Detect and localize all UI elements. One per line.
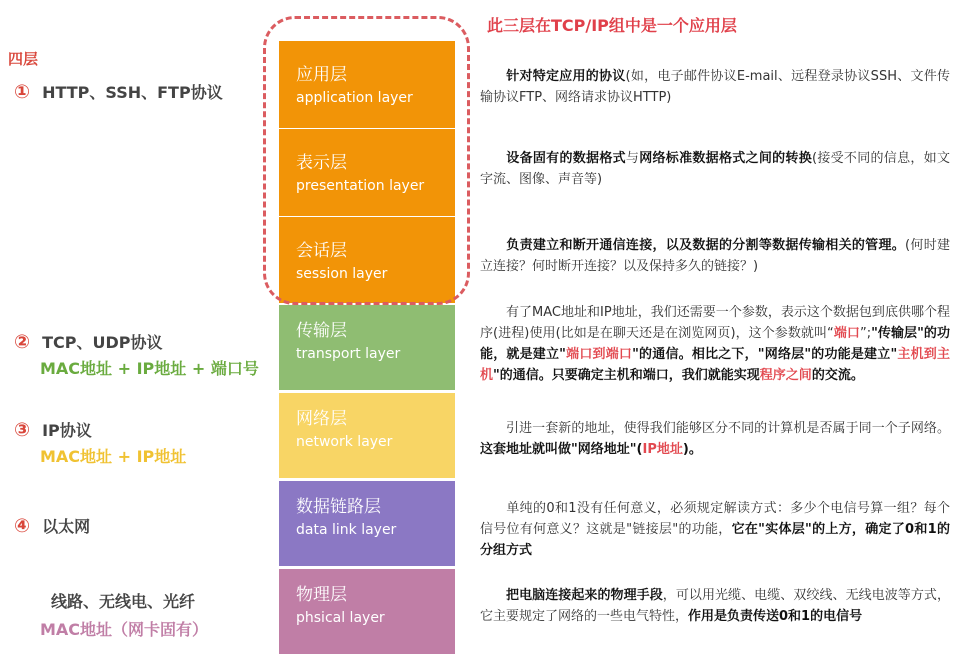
- layer-name-cn: 传输层: [296, 321, 347, 341]
- item-number: ②: [14, 330, 31, 353]
- layer-name-en: application layer: [296, 90, 413, 106]
- left-item-transport: [14, 330, 162, 353]
- desc-transport: [480, 302, 950, 386]
- desc-bold: 设备固有的数据格式: [506, 151, 626, 166]
- desc-highlight: 端口: [833, 326, 860, 341]
- protocol-label: IP协议: [42, 421, 92, 440]
- desc-highlight: 主机到主机: [480, 347, 950, 383]
- layer-name-cn: 表示层: [296, 153, 347, 173]
- item-number: ④: [14, 514, 31, 537]
- desc-highlight: 程序之间: [759, 368, 812, 383]
- layer-physical: [279, 569, 455, 654]
- addressing-label: MAC地址（网卡固有）: [40, 620, 209, 639]
- desc-bold: 网络标准数据格式之间的转换: [639, 151, 812, 166]
- desc-session: [480, 235, 950, 277]
- layer-name-en: session layer: [296, 266, 388, 282]
- layer-name-en: network layer: [296, 434, 393, 450]
- desc-text: 有了MAC地址和IP地址，我们还需要一个参数，表示这个数据包到底供哪个程序(进程)使用(比如是在聊天还是在浏览网页)，这个参数就叫“: [480, 305, 950, 341]
- application-group-outline: [263, 16, 470, 305]
- layer-name-cn: 物理层: [296, 585, 347, 605]
- layer-name-cn: 数据链路层: [296, 497, 381, 517]
- desc-bold: "的通信。只要确定主机和端口，我们就能实现: [493, 368, 760, 383]
- desc-datalink: [480, 498, 950, 561]
- desc-network: [480, 418, 950, 460]
- layer-name-cn: 应用层: [296, 65, 347, 85]
- application-group-note: 此三层在TCP/IP组中是一个应用层: [487, 16, 737, 35]
- desc-text: (何时建立连接？何时断开连接？以及保持多久的链接？): [480, 238, 950, 274]
- desc-text: ，可以用光缆、电缆、双绞线、无线电波等方式，它主要规定了网络的一些电气特性，: [480, 588, 950, 624]
- desc-bold: "的通信。相比之下，"网络层"的功能是建立": [632, 347, 898, 362]
- layer-name-cn: 会话层: [296, 241, 347, 261]
- layer-name-en: phsical layer: [296, 610, 385, 626]
- layer-name-cn: 网络层: [296, 409, 347, 429]
- desc-text: (如，电子邮件协议E-mail、远程登录协议SSH、文件传输协议FTP、网络请求协议HTTP): [480, 69, 950, 105]
- desc-highlight: 端口到端口: [565, 347, 633, 362]
- layer-datalink: [279, 481, 455, 566]
- physical-media-label: 线路、无线电、光纤: [51, 592, 196, 611]
- four-layers-heading: 四层: [8, 50, 39, 68]
- layer-name-en: transport layer: [296, 346, 401, 362]
- layer-transport: [279, 305, 455, 390]
- item-number: ①: [14, 80, 31, 103]
- desc-physical: [480, 585, 950, 627]
- left-item-network: [14, 418, 92, 441]
- protocol-label: TCP、UDP协议: [42, 333, 163, 352]
- desc-bold: 它在"实体层"的上方，确定了0和1的分组方式: [480, 522, 950, 558]
- addressing-label: MAC地址 + IP地址 + 端口号: [40, 359, 259, 378]
- desc-bold: )。: [682, 442, 702, 457]
- desc-text: 引进一套新的地址，使得我们能够区分不同的计算机是否属于同一个子网络。: [506, 421, 950, 436]
- desc-bold: 作用是负责传送0和1的电信号: [688, 609, 863, 624]
- desc-text: (接受不同的信息，如文字流、图像、声音等): [480, 151, 950, 187]
- layer-network: [279, 393, 455, 478]
- desc-bold: "传输层"的功能，就是建立": [480, 326, 950, 362]
- addressing-label: MAC地址 + IP地址: [40, 447, 187, 466]
- desc-application: [480, 66, 950, 108]
- desc-bold: 把电脑连接起来的物理手段: [506, 588, 663, 603]
- desc-text: 与: [625, 151, 640, 166]
- left-item-datalink: [14, 514, 90, 537]
- left-item-application: [14, 80, 223, 103]
- desc-presentation: [480, 148, 950, 190]
- item-number: ③: [14, 418, 31, 441]
- protocol-label: HTTP、SSH、FTP协议: [42, 83, 223, 102]
- layer-name-en: data link layer: [296, 522, 397, 538]
- desc-bold: 的交流。: [811, 368, 864, 383]
- layer-name-en: presentation layer: [296, 178, 425, 194]
- desc-bold: 负责建立和断开通信连接，以及数据的分割等数据传输相关的管理。: [506, 238, 906, 253]
- desc-bold: 针对特定应用的协议: [506, 69, 626, 84]
- desc-text: ”;: [859, 326, 872, 341]
- protocol-label: 以太网: [42, 517, 91, 536]
- desc-text: 单纯的0和1没有任何意义，必须规定解读方式：多少个电信号算一组？每个信号位有何意义？这就是"链接层"的功能，: [480, 501, 950, 537]
- desc-bold: 这套地址就叫做"网络地址"(: [480, 442, 643, 457]
- desc-highlight: IP地址: [642, 442, 683, 457]
